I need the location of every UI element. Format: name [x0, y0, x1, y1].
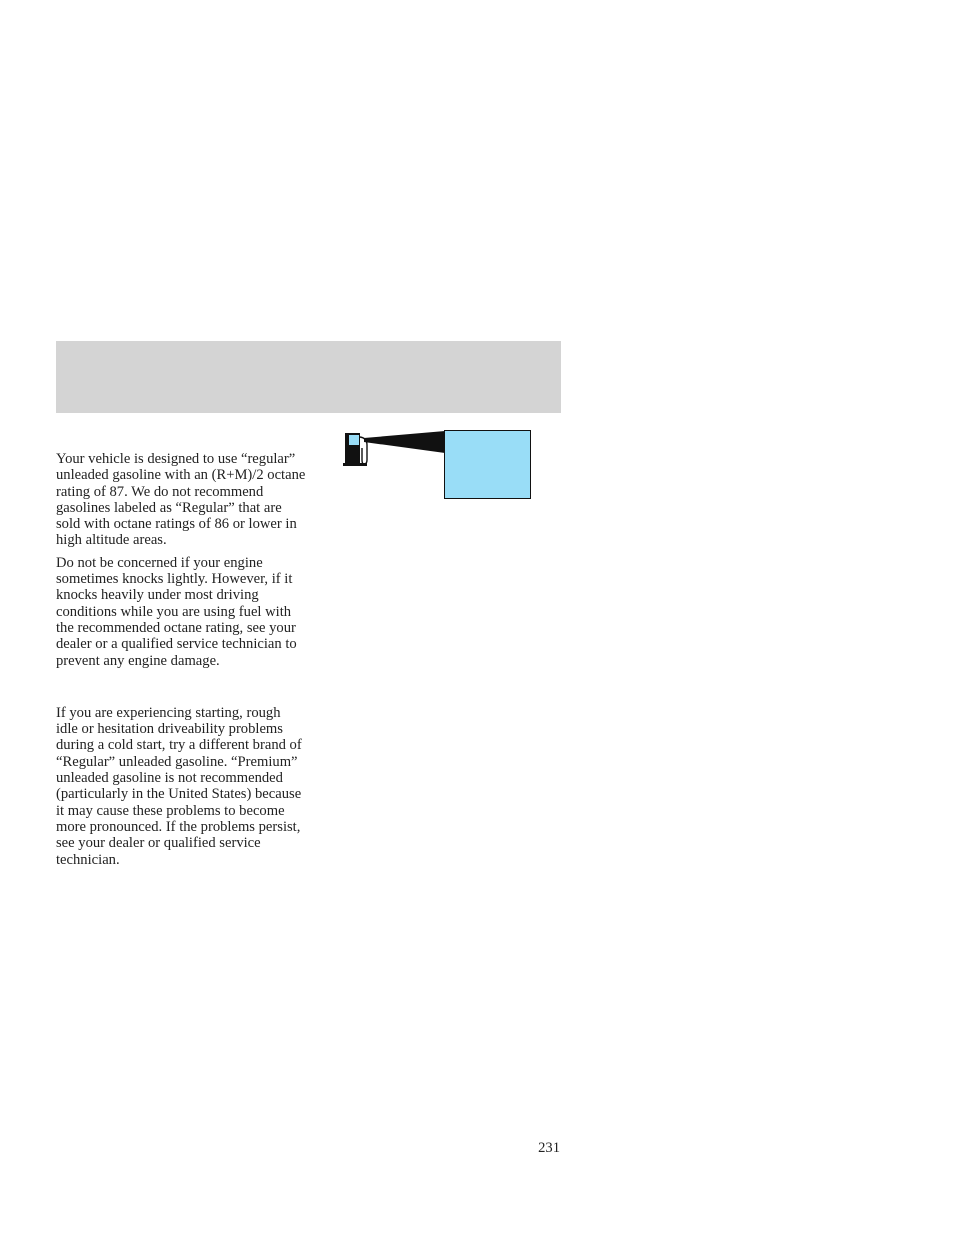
body-text-column — [56, 451, 306, 868]
paragraph-cold-start: If you are experiencing starting, rough idle or hesitation driveability problems during a cold start, try a different brand of “Regular” unleaded gasoline. “Premium” unleaded gasoline is not recommended (particularly in the United States) because it may cause these problems to become more pronounced. If the problems persist, see your dealer or qualified service technician. — [56, 704, 302, 868]
page-number: 231 — [538, 1140, 560, 1156]
paragraph-engine-knock: Do not be concerned if your engine sometimes knocks lightly. However, if it knocks heavily under most driving conditions while you are using fuel with the recommended octane rating, see your dealer or a qualified service technician to prevent any engine damage. — [56, 554, 297, 669]
paragraph-octane-rating: Your vehicle is designed to use “regular” unleaded gasoline with an (R+M)/2 octane rating of 87. We do not recommend gasolines labeled as “Regular” that are sold with octane ratings of 86 or lower in high altitude areas. — [56, 451, 306, 549]
callout-pointer — [364, 431, 445, 453]
fuel-pump-icon — [343, 433, 367, 466]
fuel-pump-illustration — [340, 428, 535, 503]
callout-box — [445, 431, 531, 499]
section-header-band — [56, 341, 561, 413]
